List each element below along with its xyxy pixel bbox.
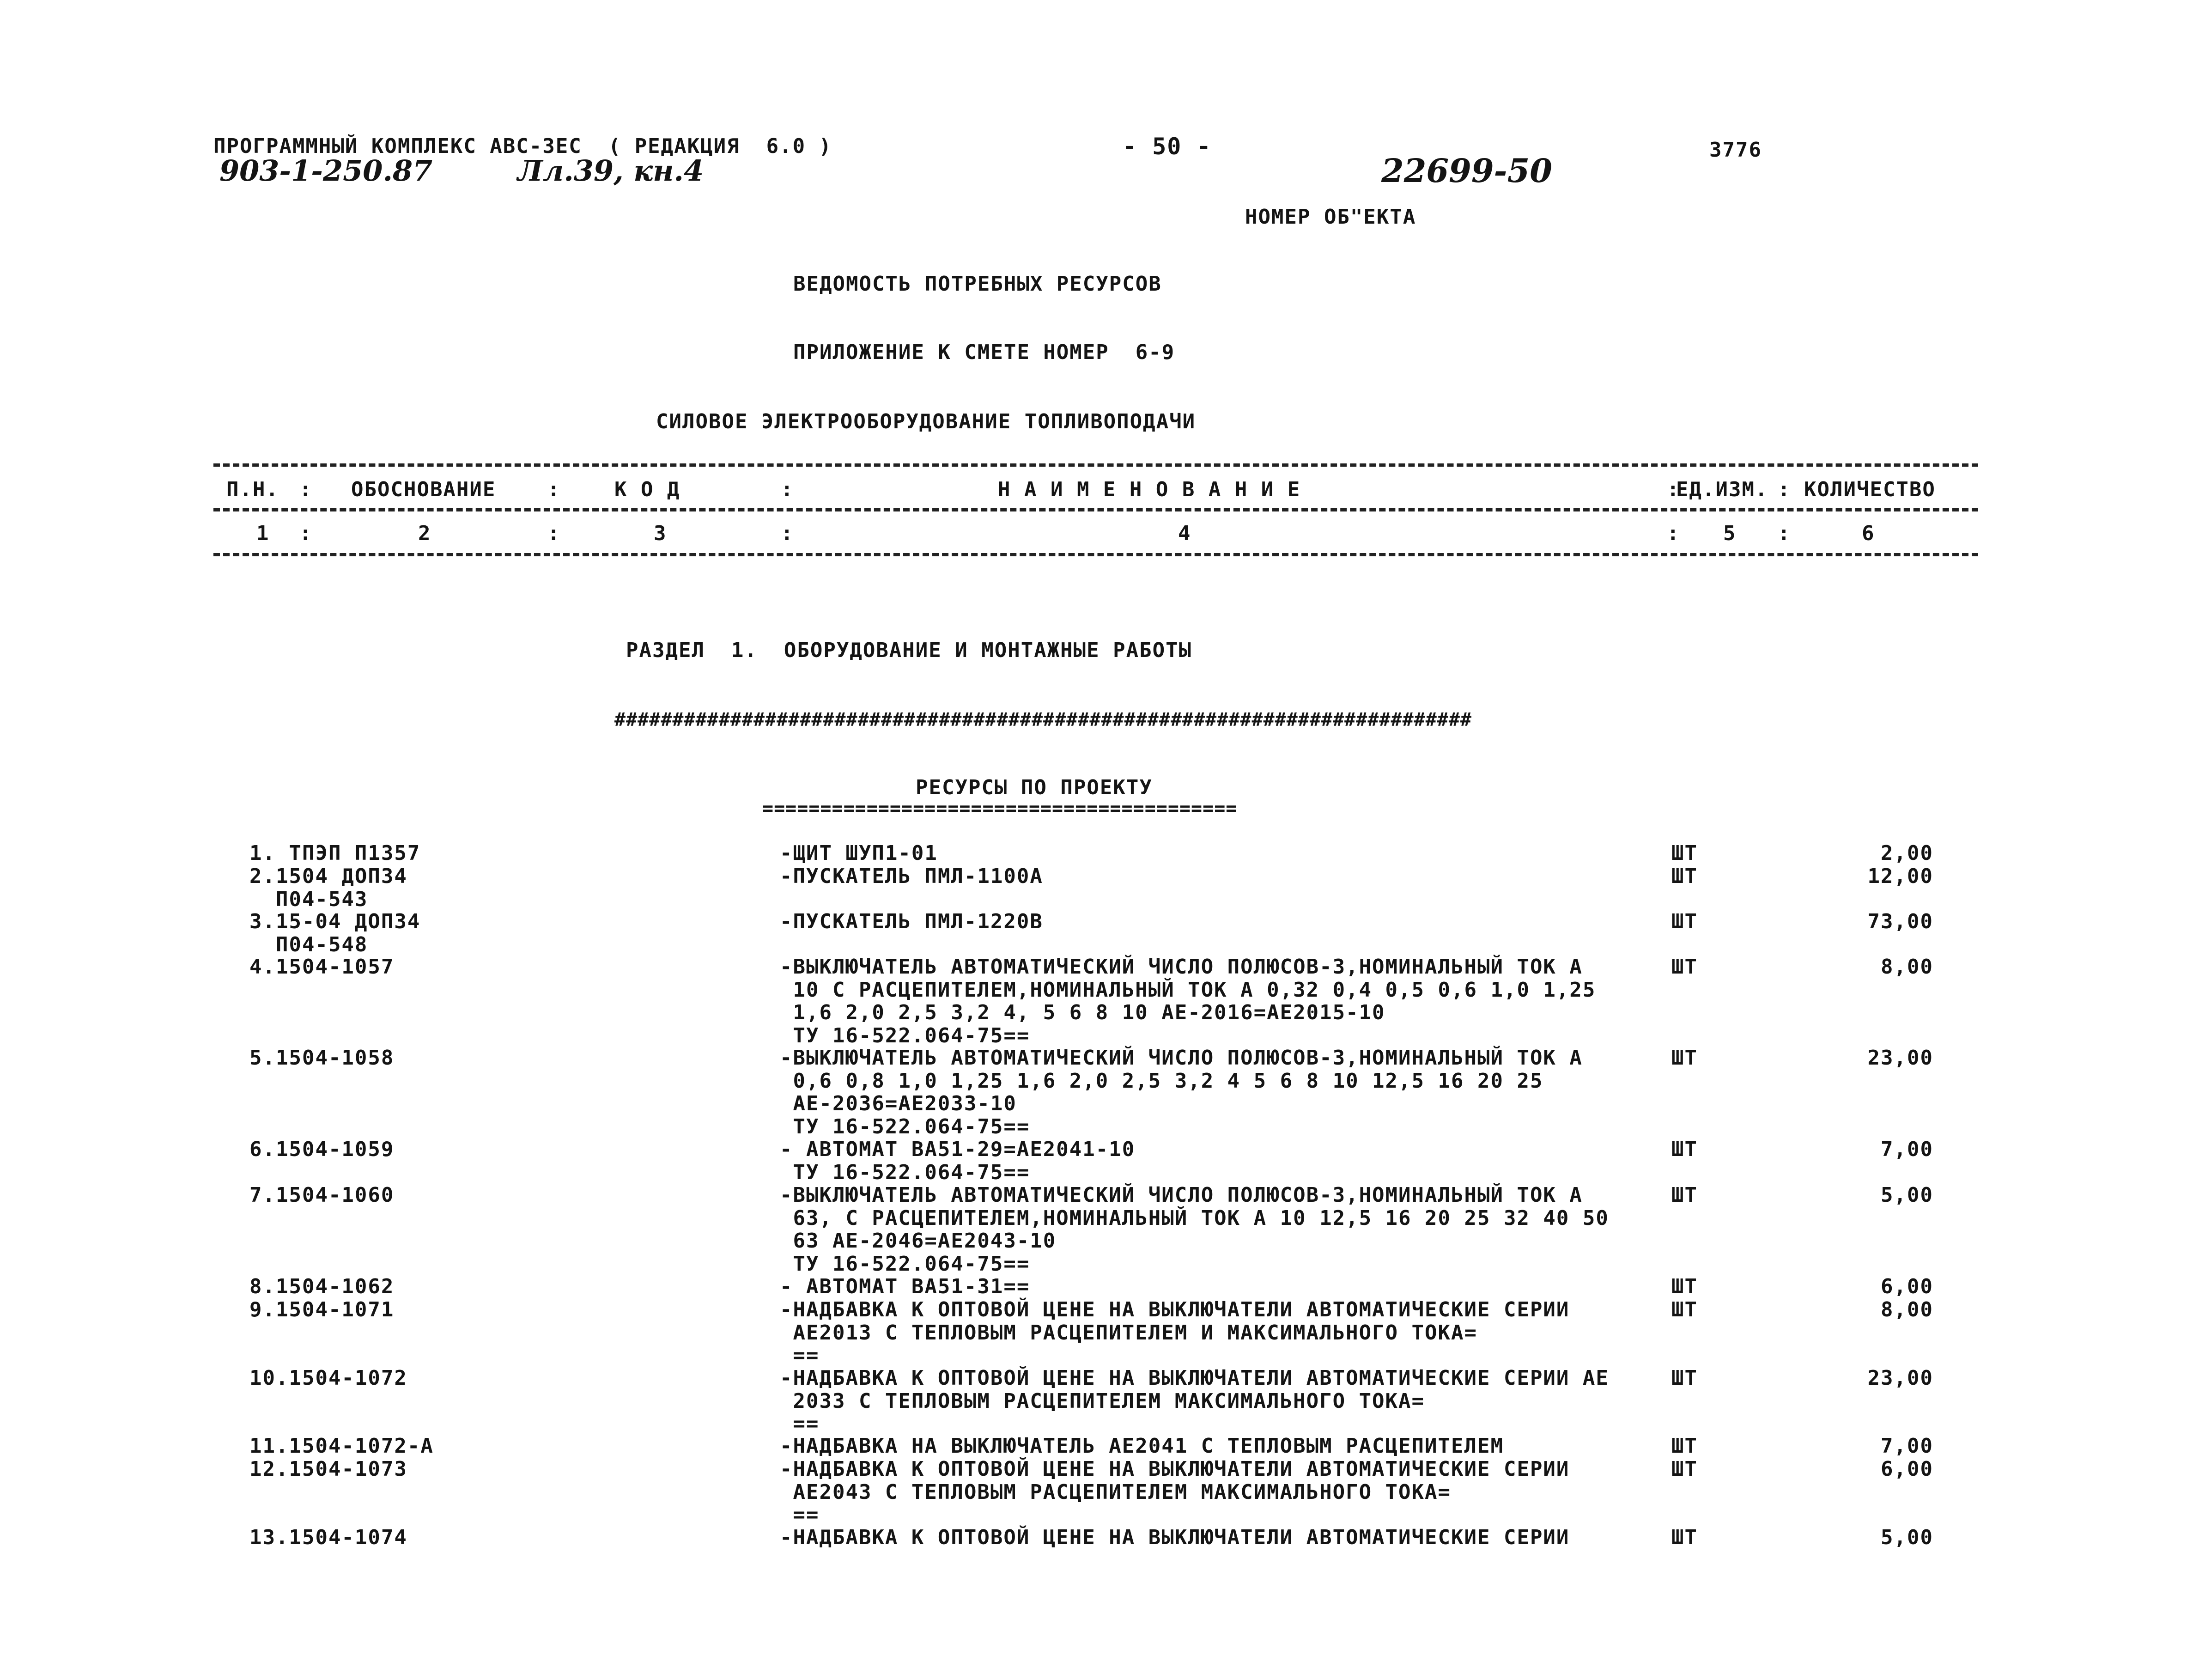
row-quantity: 6,00 <box>1881 1275 1933 1298</box>
page-marker: - 50 - <box>1123 133 1212 160</box>
row-name: ТУ 16-522.064-75== <box>780 1114 1030 1138</box>
program-header: ПРОГРАММНЫЙ КОМПЛЕКС АВС-3ЕС ( РЕДАКЦИЯ 6.0 ) <box>213 134 832 158</box>
row-name: 1,6 2,0 2,5 3,2 4, 5 6 8 10 АЕ-2016=АЕ2015-10 <box>780 1001 1385 1024</box>
row-name: - АВТОМАТ ВА51-29=АЕ2041-10 <box>780 1138 1136 1161</box>
col-sep: : <box>547 522 561 545</box>
hash-separator: ########################################################################## <box>614 709 1472 730</box>
col-sep: : <box>781 478 794 501</box>
row-unit: ШТ <box>1671 1046 1698 1070</box>
col-sep: : <box>299 522 313 545</box>
col-sep: : <box>1778 522 1791 545</box>
handwritten-project-ref: 903-1-250.87 <box>219 154 433 188</box>
row-quantity: 73,00 <box>1867 910 1933 933</box>
row-name: -ВЫКЛЮЧАТЕЛЬ АВТОМАТИЧЕСКИЙ ЧИСЛО ПОЛЮСОВ-3,НОМИНАЛЬНЫЙ ТОК А <box>780 1183 1583 1207</box>
row-name: -ПУСКАТЕЛЬ ПМЛ-1100А <box>780 864 1043 888</box>
row-unit: ШТ <box>1671 910 1698 933</box>
object-number-label: НОМЕР ОБ"ЕКТА <box>1245 205 1416 229</box>
row-name: ТУ 16-522.064-75== <box>780 1023 1030 1047</box>
row-basis-code: 4.1504-1057 <box>249 955 395 979</box>
header-rule-bottom <box>213 553 1978 556</box>
row-basis-code: 1. ТПЭП П1357 <box>249 841 421 865</box>
row-quantity: 8,00 <box>1881 1298 1933 1321</box>
sheet-number: 3776 <box>1709 138 1762 162</box>
resources-title: РЕСУРСЫ ПО ПРОЕКТУ <box>916 776 1153 799</box>
col-sep: : <box>299 478 313 501</box>
row-name: -ПУСКАТЕЛЬ ПМЛ-1220В <box>780 910 1043 933</box>
row-name: -ВЫКЛЮЧАТЕЛЬ АВТОМАТИЧЕСКИЙ ЧИСЛО ПОЛЮСОВ-3,НОМИНАЛЬНЫЙ ТОК А <box>780 955 1583 979</box>
col-number: 3 <box>654 522 667 545</box>
col-header-name: Н А И М Е Н О В А Н И Е <box>998 478 1301 501</box>
row-quantity: 23,00 <box>1867 1046 1933 1070</box>
row-unit: ШТ <box>1671 1298 1698 1321</box>
row-quantity: 23,00 <box>1867 1366 1933 1390</box>
row-unit: ШТ <box>1671 1526 1698 1549</box>
col-header-basis: ОБОСНОВАНИЕ <box>351 478 496 501</box>
row-name: == <box>780 1503 820 1527</box>
row-name: -ЩИТ ШУП1-01 <box>780 841 938 865</box>
row-name: == <box>780 1412 820 1436</box>
row-unit: ШТ <box>1671 1457 1698 1481</box>
row-quantity: 7,00 <box>1881 1434 1933 1458</box>
document-title: ВЕДОМОСТЬ ПОТРЕБНЫХ РЕСУРСОВ <box>793 272 1162 296</box>
row-unit: ШТ <box>1671 1434 1698 1458</box>
row-basis-code: 3.15-04 ДОП34 <box>249 910 421 933</box>
col-sep: : <box>1778 478 1791 501</box>
row-quantity: 8,00 <box>1881 955 1933 979</box>
col-number: 6 <box>1862 522 1875 545</box>
row-basis-code: 9.1504-1071 <box>249 1298 395 1321</box>
header-rule-top <box>213 463 1978 467</box>
col-header-unit: ЕД.ИЗМ. <box>1676 478 1768 501</box>
row-quantity: 6,00 <box>1881 1457 1933 1481</box>
col-number: 4 <box>1178 522 1191 545</box>
row-quantity: 5,00 <box>1881 1526 1933 1549</box>
header-rule-mid <box>213 508 1978 511</box>
col-sep: : <box>1667 522 1680 545</box>
row-name: ТУ 16-522.064-75== <box>780 1160 1030 1184</box>
col-number: 5 <box>1723 522 1737 545</box>
row-name: 2033 С ТЕПЛОВЫМ РАСЦЕПИТЕЛЕМ МАКСИМАЛЬНОГО ТОКА= <box>780 1389 1425 1413</box>
col-header-qty: КОЛИЧЕСТВО <box>1804 478 1936 501</box>
row-basis-code: 11.1504-1072-А <box>249 1434 434 1458</box>
subject-title: СИЛОВОЕ ЭЛЕКТРООБОРУДОВАНИЕ ТОПЛИВОПОДАЧИ <box>656 410 1196 433</box>
row-name: АЕ-2036=АЕ2033-10 <box>780 1092 1017 1115</box>
row-unit: ШТ <box>1671 1275 1698 1298</box>
row-name: -НАДБАВКА К ОПТОВОЙ ЦЕНЕ НА ВЫКЛЮЧАТЕЛИ АВТОМАТИЧЕСКИЕ СЕРИИ <box>780 1457 1570 1481</box>
row-unit: ШТ <box>1671 841 1698 865</box>
row-name: -НАДБАВКА К ОПТОВОЙ ЦЕНЕ НА ВЫКЛЮЧАТЕЛИ АВТОМАТИЧЕСКИЕ СЕРИИ <box>780 1298 1570 1321</box>
col-header-pn: П.Н. <box>226 478 279 501</box>
row-name: -НАДБАВКА К ОПТОВОЙ ЦЕНЕ НА ВЫКЛЮЧАТЕЛИ АВТОМАТИЧЕСКИЕ СЕРИИ <box>780 1526 1570 1549</box>
row-basis-code: 7.1504-1060 <box>249 1183 395 1207</box>
row-quantity: 12,00 <box>1867 864 1933 888</box>
row-unit: ШТ <box>1671 1138 1698 1161</box>
row-name: == <box>780 1344 820 1367</box>
row-quantity: 5,00 <box>1881 1183 1933 1207</box>
row-name: 63 АЕ-2046=АЕ2043-10 <box>780 1229 1057 1253</box>
col-sep: : <box>1667 478 1680 501</box>
appendix-title: ПРИЛОЖЕНИЕ К СМЕТЕ НОМЕР 6-9 <box>793 341 1175 364</box>
row-name: -ВЫКЛЮЧАТЕЛЬ АВТОМАТИЧЕСКИЙ ЧИСЛО ПОЛЮСОВ-3,НОМИНАЛЬНЫЙ ТОК А <box>780 1046 1583 1070</box>
col-sep: : <box>547 478 561 501</box>
row-name: -НАДБАВКА К ОПТОВОЙ ЦЕНЕ НА ВЫКЛЮЧАТЕЛИ АВТОМАТИЧЕСКИЕ СЕРИИ АЕ <box>780 1366 1609 1390</box>
row-name: ТУ 16-522.064-75== <box>780 1252 1030 1276</box>
resources-underline: ========================================= <box>762 798 1238 819</box>
row-name: 10 С РАСЦЕПИТЕЛЕМ,НОМИНАЛЬНЫЙ ТОК А 0,32 0,4 0,5 0,6 1,0 1,25 <box>780 978 1596 1002</box>
row-basis-code: 10.1504-1072 <box>249 1366 407 1390</box>
handwritten-sheet-ref: Лл.39, кн.4 <box>517 154 704 188</box>
row-basis-code: 5.1504-1058 <box>249 1046 395 1070</box>
row-name: -НАДБАВКА НА ВЫКЛЮЧАТЕЛЬ АЕ2041 С ТЕПЛОВЫМ РАСЦЕПИТЕЛЕМ <box>780 1434 1504 1458</box>
row-unit: ШТ <box>1671 955 1698 979</box>
row-basis-code: 8.1504-1062 <box>249 1275 395 1298</box>
row-unit: ШТ <box>1671 1366 1698 1390</box>
section-title: РАЗДЕЛ 1. ОБОРУДОВАНИЕ И МОНТАЖНЫЕ РАБОТЫ <box>626 639 1192 662</box>
row-basis-code: П04-543 <box>249 887 368 911</box>
row-basis-code: П04-548 <box>249 932 368 956</box>
col-number: 1 <box>256 522 270 545</box>
row-quantity: 2,00 <box>1881 841 1933 865</box>
row-quantity: 7,00 <box>1881 1138 1933 1161</box>
row-name: АЕ2043 С ТЕПЛОВЫМ РАСЦЕПИТЕЛЕМ МАКСИМАЛЬНОГО ТОКА= <box>780 1480 1452 1504</box>
row-unit: ШТ <box>1671 1183 1698 1207</box>
col-header-code: К О Д <box>614 478 680 501</box>
row-basis-code: 6.1504-1059 <box>249 1138 395 1161</box>
row-basis-code: 2.1504 ДОП34 <box>249 864 407 888</box>
row-basis-code: 12.1504-1073 <box>249 1457 407 1481</box>
row-unit: ШТ <box>1671 864 1698 888</box>
row-name: 0,6 0,8 1,0 1,25 1,6 2,0 2,5 3,2 4 5 6 8 10 12,5 16 20 25 <box>780 1069 1543 1093</box>
handwritten-doc-number: 22699-50 <box>1381 152 1552 190</box>
col-sep: : <box>781 522 794 545</box>
row-name: 63, С РАСЦЕПИТЕЛЕМ,НОМИНАЛЬНЫЙ ТОК А 10 12,5 16 20 25 32 40 50 <box>780 1206 1609 1230</box>
row-name: - АВТОМАТ ВА51-31== <box>780 1275 1030 1298</box>
row-name: АЕ2013 С ТЕПЛОВЫМ РАСЦЕПИТЕЛЕМ И МАКСИМАЛЬНОГО ТОКА= <box>780 1321 1477 1345</box>
row-basis-code: 13.1504-1074 <box>249 1526 407 1549</box>
col-number: 2 <box>418 522 431 545</box>
